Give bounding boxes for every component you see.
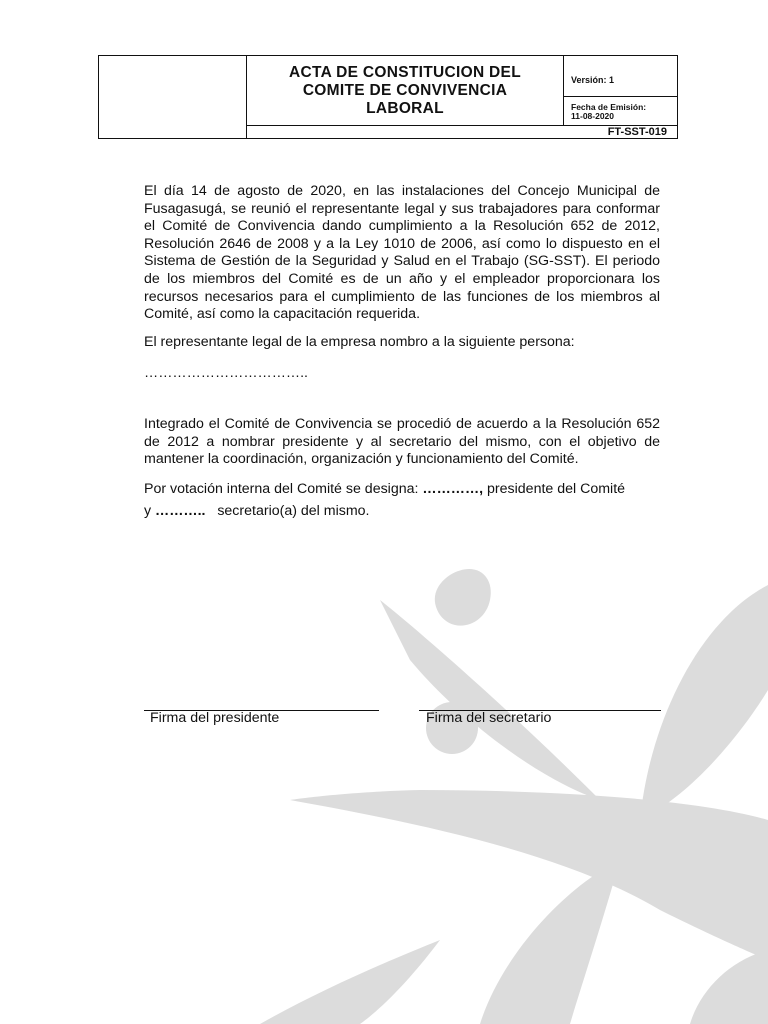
header-table xyxy=(98,55,678,139)
issue-date-label: Fecha de Emisión: xyxy=(571,102,647,112)
version-label: Versión: 1 xyxy=(571,75,615,85)
document-title-cell xyxy=(247,56,564,125)
secretary-text-end: secretario(a) del mismo. xyxy=(205,503,370,519)
paragraph-secretary xyxy=(144,503,660,521)
paragraph-intro: El día 14 de agosto de 2020, en las instalaciones del Concejo Municipal de Fusagasugá, se reunió el representante legal y sus trabajadores para conformar el Comité de Convivencia dando cumplimiento a la Resolución 652 de 2012, Resolución 2646 de 2008 y a la Ley 1010 de 2006, así como lo dispuesto en el Sistema de Gestión de la Seguridad y Salud en el Trabajo (SG-SST). El periodo de los miembros del Comité es de un año y el empleador proporcionara los recursos necesarios para el cumplimiento de las funciones de los miembros al Comité, así como la capacitación requerida. xyxy=(144,183,660,323)
form-code: FT-SST-019 xyxy=(247,125,677,138)
version-cell xyxy=(564,56,677,97)
document-title: ACTA DE CONSTITUCION DEL COMITE DE CONVIVENCIA LABORAL xyxy=(289,63,521,117)
issue-date-value: 11-08-2020 xyxy=(571,111,615,121)
logo-cell xyxy=(99,56,247,138)
paragraph-committee: Integrado el Comité de Convivencia se procedió de acuerdo a la Resolución 652 de 2012 a nombrar presidente y al secretario del mismo, con el objetivo de mantener la coordinación, organización y funcionamiento del Comité. xyxy=(144,416,660,468)
president-signature-label: Firma del presidente xyxy=(150,710,280,726)
issue-date-cell xyxy=(564,98,677,125)
paragraph-representative: El representante legal de la empresa nombro a la siguiente persona: xyxy=(144,334,575,350)
vote-text-start: Por votación interna del Comité se designa: xyxy=(144,481,423,497)
representative-blank: …………………………….. xyxy=(144,365,308,381)
secretary-text-start: y xyxy=(144,503,156,519)
secretary-signature-label: Firma del secretario xyxy=(426,710,552,726)
paragraph-vote xyxy=(144,481,660,499)
president-blank: …………, xyxy=(422,481,484,497)
secretary-blank: ……….. xyxy=(155,503,206,519)
vote-text-end: presidente del Comité xyxy=(483,481,626,497)
